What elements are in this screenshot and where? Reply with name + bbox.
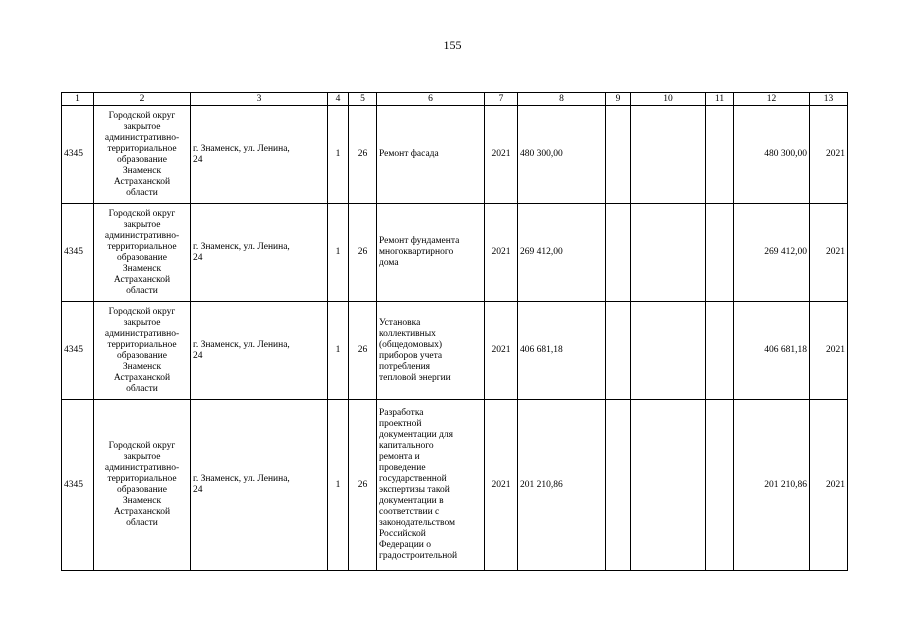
municipality-text: Городской округ закрытое административно- территориальное образование Знаменск Астраханской области — [104, 208, 180, 296]
table-row — [62, 106, 848, 204]
table-row — [62, 204, 848, 302]
column-header-1: 1 — [62, 93, 94, 106]
cell-col13: 2021 — [810, 400, 848, 571]
cell-number: 4345 — [62, 204, 94, 302]
table-row — [62, 302, 848, 400]
cell-col11 — [706, 204, 734, 302]
cell-year: 2021 — [485, 302, 518, 400]
cell-col12: 406 681,18 — [734, 302, 810, 400]
cell-address — [191, 106, 328, 204]
cell-col12: 201 210,86 — [734, 400, 810, 571]
address-text: г. Знаменск, ул. Ленина, 24 — [193, 339, 290, 361]
address-text: г. Знаменск, ул. Ленина, 24 — [193, 143, 290, 165]
cell-col4: 1 — [328, 204, 349, 302]
cell-col10 — [631, 204, 706, 302]
cell-col9 — [606, 302, 631, 400]
cell-address — [191, 400, 328, 571]
table-row — [62, 400, 848, 571]
address-text: г. Знаменск, ул. Ленина, 24 — [193, 241, 290, 263]
cell-total-cost: 480 300,00 — [518, 106, 606, 204]
cell-municipality — [94, 106, 191, 204]
cell-total-cost: 406 681,18 — [518, 302, 606, 400]
cell-col5: 26 — [349, 106, 377, 204]
cell-col12: 269 412,00 — [734, 204, 810, 302]
cell-total-cost: 269 412,00 — [518, 204, 606, 302]
municipality-text: Городской округ закрытое административно- территориальное образование Знаменск Астраханской области — [104, 306, 180, 394]
cell-col10 — [631, 302, 706, 400]
column-header-8: 8 — [518, 93, 606, 106]
column-header-2: 2 — [94, 93, 191, 106]
cell-municipality — [94, 400, 191, 571]
address-text: г. Знаменск, ул. Ленина, 24 — [193, 474, 290, 495]
work-type-text: Ремонт фасада — [379, 149, 439, 159]
cell-total-cost: 201 210,86 — [518, 400, 606, 571]
cell-col11 — [706, 400, 734, 571]
work-type-text: Ремонт фундамента многоквартирного дома — [379, 236, 460, 268]
cell-address — [191, 302, 328, 400]
municipality-text: Городской округ закрытое административно- территориальное образование Знаменск Астраханской области — [104, 110, 180, 198]
cell-number: 4345 — [62, 106, 94, 204]
column-header-10: 10 — [631, 93, 706, 106]
cell-col9 — [606, 204, 631, 302]
column-header-5: 5 — [349, 93, 377, 106]
cell-municipality — [94, 302, 191, 400]
cell-year: 2021 — [485, 106, 518, 204]
work-type-text: Разработка проектной документации для капитального ремонта и проведение государственной экспертизы такой документации в соответствии с законодательством Российской Федерации о градостроительной — [379, 408, 458, 561]
cell-col4: 1 — [328, 302, 349, 400]
cell-col9 — [606, 106, 631, 204]
cell-col9 — [606, 400, 631, 571]
cell-number: 4345 — [62, 400, 94, 571]
cell-year: 2021 — [485, 204, 518, 302]
cell-col13: 2021 — [810, 204, 848, 302]
column-header-7: 7 — [485, 93, 518, 106]
column-header-11: 11 — [706, 93, 734, 106]
cell-col5: 26 — [349, 400, 377, 571]
cell-number: 4345 — [62, 302, 94, 400]
cell-col11 — [706, 302, 734, 400]
cell-work-type — [377, 204, 485, 302]
cell-col4: 1 — [328, 106, 349, 204]
column-header-12: 12 — [734, 93, 810, 106]
work-type-text: Установка коллективных (общедомовых) приборов учета потребления тепловой энергии — [379, 317, 451, 383]
cell-municipality — [94, 204, 191, 302]
cell-col5: 26 — [349, 302, 377, 400]
municipality-text: Городской округ закрытое административно- территориальное образование Знаменск Астраханской области — [104, 441, 180, 528]
cell-col13: 2021 — [810, 106, 848, 204]
column-header-13: 13 — [810, 93, 848, 106]
column-header-4: 4 — [328, 93, 349, 106]
cell-col13: 2021 — [810, 302, 848, 400]
cell-col10 — [631, 106, 706, 204]
cell-year: 2021 — [485, 400, 518, 571]
cell-work-type — [377, 302, 485, 400]
cell-col5: 26 — [349, 204, 377, 302]
column-header-6: 6 — [377, 93, 485, 106]
cell-col4: 1 — [328, 400, 349, 571]
cell-address — [191, 204, 328, 302]
column-header-9: 9 — [606, 93, 631, 106]
cell-work-type — [377, 400, 485, 571]
cell-work-type — [377, 106, 485, 204]
column-header-3: 3 — [191, 93, 328, 106]
capital-repair-table — [61, 92, 848, 571]
cell-col10 — [631, 400, 706, 571]
cell-col12: 480 300,00 — [734, 106, 810, 204]
cell-col11 — [706, 106, 734, 204]
header-row — [62, 93, 848, 106]
page-number: 155 — [443, 38, 462, 52]
